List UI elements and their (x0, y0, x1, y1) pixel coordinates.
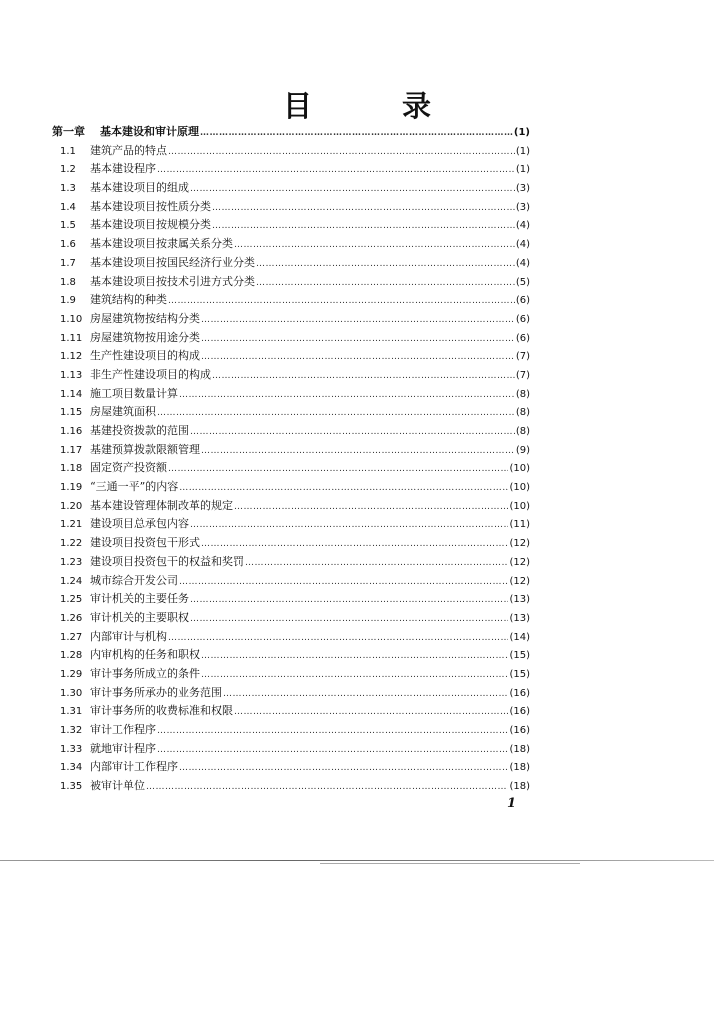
toc-entry-page: (7) (515, 351, 530, 363)
toc-leader-dots (223, 685, 508, 704)
toc-entry-number: 1.22 (60, 538, 83, 550)
toc-entry[interactable] (52, 459, 530, 478)
toc-entry-number: 1.11 (60, 332, 83, 344)
scan-edge-line (0, 860, 714, 861)
toc-entry-title: 施工项目数量计算 (90, 386, 178, 400)
toc-entry-title: 房屋建筑物按用途分类 (90, 330, 200, 344)
toc-entry-number: 1.13 (60, 369, 83, 381)
toc-entry-title: “三通一平”的内容 (90, 480, 179, 494)
toc-entry-number: 1.8 (60, 276, 76, 288)
toc-entry[interactable] (52, 740, 530, 759)
toc-entry-number: 1.27 (60, 631, 83, 643)
toc-leader-dots (212, 199, 515, 218)
toc-entry[interactable] (52, 497, 530, 516)
toc-entry-number: 1.28 (60, 650, 83, 662)
toc-entry-page: (5) (515, 276, 530, 288)
toc-entry-number: 1.35 (60, 781, 83, 793)
toc-entry-page: (12) (509, 556, 530, 568)
toc-entry[interactable] (52, 777, 530, 796)
toc-entry-number: 1.3 (60, 183, 76, 195)
toc-entry-number: 1.20 (60, 500, 83, 512)
toc-entry-page: (3) (515, 183, 530, 195)
toc-entry-title: 基本建设项目按技术引进方式分类 (90, 274, 255, 288)
toc-entry-title: 城市综合开发公司 (90, 573, 178, 587)
toc-entry-page: (16) (509, 706, 530, 718)
toc-entry-page: (10) (509, 500, 530, 512)
toc-entry[interactable] (52, 142, 530, 161)
toc-leader-dots (146, 778, 508, 797)
toc-entry-title: 建设项目投资包干形式 (90, 536, 200, 550)
toc-entry-number: 1.33 (60, 743, 83, 755)
toc-entry-page: (10) (509, 463, 530, 475)
toc-entry[interactable] (52, 422, 530, 441)
toc-entry-page: (4) (515, 257, 530, 269)
toc-leader-dots (168, 629, 508, 648)
toc-entry[interactable] (52, 515, 530, 534)
toc-entry-title: 内部审计与机构 (90, 629, 167, 643)
toc-entry-page: (14) (509, 631, 530, 643)
toc-entry-title: 基本建设管理体制改革的规定 (90, 498, 233, 512)
toc-entry-title: 审计机关的主要职权 (90, 610, 189, 624)
toc-entry-number: 1.31 (60, 706, 83, 718)
toc-entry-number: 1.10 (60, 313, 83, 325)
toc-entry-page: (8) (515, 407, 530, 419)
toc-entry-number: 1.7 (60, 257, 76, 269)
toc-entry-title: 基本建设项目的组成 (90, 181, 189, 195)
toc-entry-number: 1.19 (60, 482, 83, 494)
toc-leader-dots (234, 236, 515, 255)
toc-entry-page: (4) (515, 239, 530, 251)
toc-entry-title: 基本建设项目按国民经济行业分类 (90, 255, 255, 269)
toc-entry[interactable] (52, 572, 530, 591)
toc-entry-title: 内审机构的任务和职权 (90, 648, 200, 662)
toc-entry-title: 就地审计程序 (90, 741, 156, 755)
toc-entry-title: 被审计单位 (90, 779, 145, 793)
toc-entry-page: (13) (509, 612, 530, 624)
scan-edge-line-secondary (320, 863, 580, 864)
toc-entry-number: 1.21 (60, 519, 83, 531)
toc-entry-page: (16) (509, 725, 530, 736)
table-of-contents (52, 123, 530, 796)
toc-entry[interactable] (52, 553, 530, 572)
toc-entry[interactable] (52, 534, 530, 553)
toc-entry[interactable] (52, 609, 530, 628)
toc-entries (52, 142, 530, 796)
toc-entry-page: (8) (515, 426, 530, 437)
toc-entry-page: (1) (515, 164, 530, 176)
toc-entry-title: 基本建设项目按规模分类 (90, 218, 211, 232)
toc-entry[interactable] (52, 179, 530, 198)
toc-leader-dots (168, 292, 515, 311)
toc-leader-dots (200, 124, 513, 143)
toc-entry-title: 基建投资拨款的范围 (90, 424, 189, 437)
toc-leader-dots (201, 330, 515, 349)
toc-entry-title: 审计事务所承办的业务范围 (90, 685, 222, 699)
toc-leader-dots (190, 423, 515, 442)
toc-entry-number: 1.14 (60, 388, 83, 400)
toc-entry[interactable] (52, 310, 530, 329)
toc-entry-number: 1.2 (60, 164, 76, 176)
toc-leader-dots (201, 535, 508, 554)
toc-chapter-title: 基本建设和审计原理 (100, 125, 199, 138)
toc-entry-number: 1.26 (60, 612, 83, 624)
toc-entry[interactable] (52, 702, 530, 721)
toc-entry[interactable] (52, 646, 530, 665)
toc-entry-page: (8) (515, 388, 530, 400)
toc-entry-number: 1.25 (60, 594, 83, 606)
toc-entry-page: (12) (509, 538, 530, 550)
toc-leader-dots (190, 180, 515, 199)
toc-chapter-page: (1) (513, 127, 530, 138)
toc-entry[interactable] (52, 403, 530, 422)
toc-leader-dots (179, 573, 508, 592)
toc-entry-number: 1.34 (60, 762, 83, 774)
toc-entry-number: 1.15 (60, 407, 83, 419)
toc-entry-page: (12) (509, 575, 530, 587)
toc-entry[interactable] (52, 160, 530, 179)
toc-entry[interactable] (52, 628, 530, 647)
toc-entry-number: 1.24 (60, 575, 83, 587)
toc-entry-number: 1.9 (60, 295, 76, 307)
toc-entry[interactable] (52, 235, 530, 254)
toc-entry-title: 房屋建筑面积 (90, 405, 156, 419)
toc-entry-title: 审计事务所的收费标准和权限 (90, 704, 233, 718)
toc-chapter-row[interactable] (52, 123, 530, 142)
toc-entry-title: 基本建设程序 (90, 162, 156, 176)
toc-leader-dots (157, 404, 515, 423)
toc-leader-dots (179, 759, 508, 778)
toc-leader-dots (179, 479, 508, 498)
toc-entry-title: 审计事务所成立的条件 (90, 666, 200, 680)
toc-entry-title: 非生产性建设项目的构成 (90, 367, 211, 381)
toc-entry-number: 1.32 (60, 725, 83, 736)
toc-chapter-number: 第一章 (52, 125, 85, 138)
toc-entry[interactable] (52, 216, 530, 235)
toc-entry-page: (16) (509, 687, 530, 699)
toc-entry-number: 1.1 (60, 145, 76, 157)
toc-entry[interactable] (52, 347, 530, 366)
toc-leader-dots (234, 498, 508, 517)
toc-entry-title: 生产性建设项目的构成 (90, 349, 200, 363)
toc-entry-page: (4) (515, 220, 530, 232)
toc-leader-dots (256, 255, 515, 274)
toc-entry-title: 建设项目投资包干的权益和奖罚 (90, 554, 244, 568)
toc-leader-dots (256, 274, 515, 293)
toc-entry[interactable] (52, 478, 530, 497)
toc-entry[interactable] (52, 291, 530, 310)
toc-entry-page: (6) (515, 332, 530, 344)
toc-entry-number: 1.5 (60, 220, 76, 232)
toc-entry[interactable] (52, 385, 530, 404)
toc-leader-dots (201, 666, 508, 685)
toc-entry-number: 1.18 (60, 463, 83, 475)
toc-leader-dots (190, 591, 508, 610)
toc-leader-dots (168, 460, 508, 479)
toc-entry-title: 建筑产品的特点 (90, 143, 167, 157)
toc-leader-dots (201, 348, 515, 367)
toc-entry[interactable] (52, 758, 530, 777)
toc-entry-title: 基本建设项目按隶属关系分类 (90, 237, 233, 251)
toc-leader-dots (168, 143, 515, 162)
toc-entry-title: 审计工作程序 (90, 723, 156, 736)
toc-leader-dots (179, 386, 515, 405)
toc-entry[interactable] (52, 441, 530, 460)
toc-entry[interactable] (52, 198, 530, 217)
toc-entry[interactable] (52, 590, 530, 609)
toc-leader-dots (157, 741, 508, 760)
toc-entry-title: 建设项目总承包内容 (90, 517, 189, 531)
toc-entry-page: (6) (515, 295, 530, 307)
toc-entry-title: 内部审计工作程序 (90, 760, 178, 774)
toc-entry[interactable] (52, 254, 530, 273)
toc-leader-dots (201, 311, 515, 330)
toc-entry-page: (15) (509, 650, 530, 662)
toc-entry-title: 审计机关的主要任务 (90, 592, 189, 606)
toc-entry-title: 房屋建筑物按结构分类 (90, 311, 200, 325)
toc-leader-dots (212, 217, 515, 236)
toc-entry-number: 1.30 (60, 687, 83, 699)
toc-entry[interactable] (52, 665, 530, 684)
toc-entry[interactable] (52, 684, 530, 703)
toc-entry[interactable] (52, 329, 530, 348)
toc-entry-page: (18) (509, 762, 530, 774)
toc-entry[interactable] (52, 366, 530, 385)
page-number: 1 (507, 796, 517, 811)
toc-entry-number: 1.12 (60, 351, 83, 363)
toc-entry-page: (3) (515, 201, 530, 213)
toc-entry-number: 1.23 (60, 556, 83, 568)
toc-entry-page: (10) (509, 482, 530, 494)
page-title: 目 录 (282, 89, 472, 123)
toc-leader-dots (157, 722, 508, 741)
toc-entry-page: (6) (515, 313, 530, 325)
toc-entry-number: 1.16 (60, 426, 83, 437)
toc-entry[interactable] (52, 721, 530, 740)
toc-entry-number: 1.6 (60, 239, 76, 251)
toc-leader-dots (201, 442, 515, 461)
toc-entry-page: (9) (515, 444, 530, 456)
toc-entry[interactable] (52, 273, 530, 292)
toc-leader-dots (212, 367, 515, 386)
toc-entry-page: (18) (509, 743, 530, 755)
toc-entry-number: 1.29 (60, 668, 83, 680)
toc-entry-page: (7) (515, 369, 530, 381)
toc-entry-title: 基建预算拨款限额管理 (90, 442, 200, 456)
toc-entry-page: (15) (509, 668, 530, 680)
toc-entry-page: (1) (515, 145, 530, 157)
toc-leader-dots (157, 161, 515, 180)
toc-entry-page: (11) (509, 519, 530, 531)
toc-entry-title: 固定资产投资额 (90, 461, 167, 475)
toc-entry-page: (18) (509, 781, 530, 793)
toc-entry-number: 1.17 (60, 444, 83, 456)
toc-entry-number: 1.4 (60, 201, 76, 213)
toc-leader-dots (190, 610, 508, 629)
toc-leader-dots (234, 703, 508, 722)
toc-leader-dots (201, 647, 508, 666)
toc-entry-title: 建筑结构的种类 (90, 293, 167, 307)
toc-leader-dots (245, 554, 508, 573)
toc-entry-title: 基本建设项目按性质分类 (90, 199, 211, 213)
toc-entry-page: (13) (509, 594, 530, 606)
toc-leader-dots (190, 516, 508, 535)
